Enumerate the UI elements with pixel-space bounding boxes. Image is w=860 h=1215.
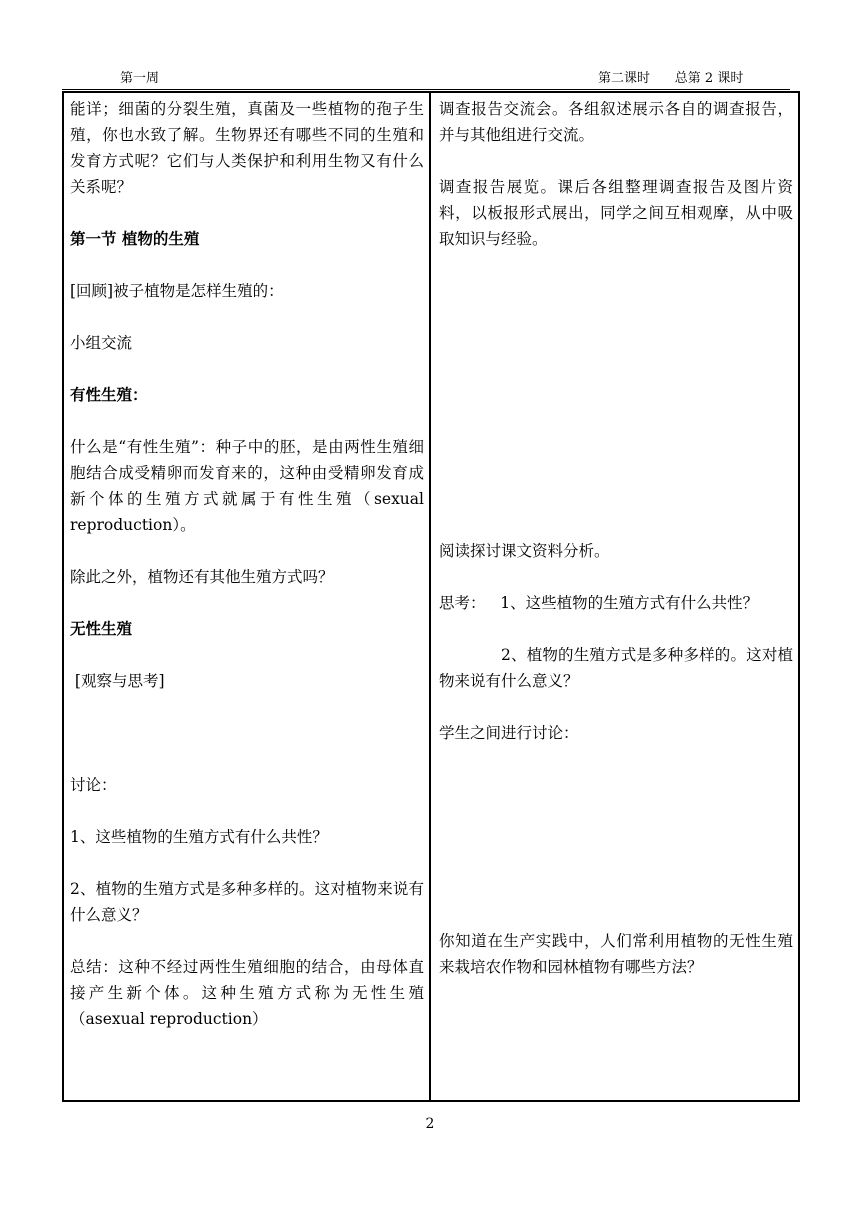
section-title: 第一节 植物的生殖 — [70, 229, 200, 248]
asexual-reproduction-heading: 无性生殖 — [70, 619, 133, 638]
discussion-question-2: 2、植物的生殖方式是多种多样的。这对植物来说有什么意义？ — [70, 880, 424, 924]
observe-and-think-label: [观察与思考] — [70, 672, 165, 690]
sexual-reproduction-heading: 有性生殖： — [70, 385, 148, 404]
review-prompt: [回顾]被子植物是怎样生殖的： — [70, 282, 284, 300]
header-lesson-info: 第二课时 总第 2 课时 — [598, 71, 744, 86]
header-week: 第一周 — [120, 71, 160, 86]
teacher-content-column — [70, 96, 424, 1032]
discussion-question-1: 1、这些植物的生殖方式有什么共性？ — [70, 828, 328, 846]
think-question-1: 思考： 1、这些植物的生殖方式有什么共性？ — [439, 594, 759, 612]
student-activity-column — [439, 96, 793, 980]
header-rule — [62, 89, 790, 90]
sexual-reproduction-definition: 什么是“有性生殖”：种子中的胚，是由两性生殖细胞结合成受精卵而发育来的，这种由受精卵发育成新个体的生殖方式就属于有性生殖（sexual reproduction）。 — [70, 438, 424, 534]
page-number: 2 — [425, 1116, 435, 1132]
summary-paragraph: 总结：这种不经过两性生殖细胞的结合，由母体直接产生新个体。这种生殖方式称为无性生殖（asexual reproduction） — [70, 958, 424, 1028]
group-discussion-label: 小组交流 — [70, 334, 133, 352]
discussion-label: 讨论： — [70, 776, 117, 794]
intro-paragraph: 能详；细菌的分裂生殖，真菌及一些植物的孢子生殖，你也水致了解。生物界还有哪些不同的生殖和发育方式呢？它们与人类保护和利用生物又有什么关系呢？ — [70, 100, 424, 196]
practice-question: 你知道在生产实践中，人们常利用植物的无性生殖来栽培农作物和园林植物有哪些方法？ — [439, 932, 793, 976]
student-discussion-line: 学生之间进行讨论： — [439, 724, 579, 742]
other-methods-question: 除此之外，植物还有其他生殖方式吗？ — [70, 568, 334, 586]
reading-analysis-line: 阅读探讨课文资料分析。 — [439, 542, 610, 560]
report-display-paragraph: 调查报告展览。课后各组整理调查报告及图片资料，以板报形式展出，同学之间互相观摩，从中吸取知识与经验。 — [439, 178, 793, 248]
report-exchange-paragraph: 调查报告交流会。各组叙述展示各自的调查报告，并与其他组进行交流。 — [439, 100, 793, 144]
column-divider — [429, 91, 431, 1102]
think-question-2: 2、植物的生殖方式是多种多样的。这对植物来说有什么意义？ — [439, 646, 793, 690]
